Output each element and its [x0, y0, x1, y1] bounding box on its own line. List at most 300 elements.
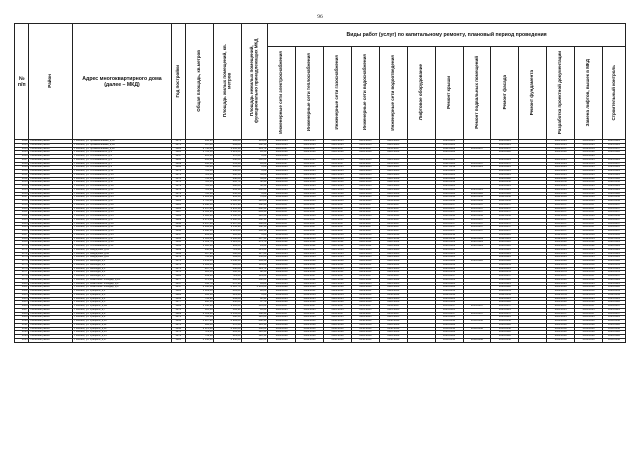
cell-address: г. Рыльск, ул. Л.Оленинского, д.51	[72, 245, 171, 249]
cell-work-period: 2026-2028	[379, 192, 407, 196]
cell-work-period: 2014-2016	[379, 233, 407, 237]
cell-living: 578,30	[214, 323, 242, 327]
cell-work-period: 2026-2028	[268, 151, 296, 155]
header-facade: Ремонт фасада	[491, 47, 519, 140]
cell-nonres: 57,70	[242, 301, 268, 305]
cell-year: 1917	[172, 286, 185, 290]
cell-work-period: 2023-2025	[575, 166, 603, 170]
cell-work-period: 2035-2037	[463, 230, 491, 234]
cell-year: 1976	[172, 335, 185, 339]
cell-nonres: 182,40	[242, 203, 268, 207]
cell-work-period: 2032-2034	[296, 293, 324, 297]
cell-work-period: 2023-2025	[603, 297, 626, 301]
cell-n: 4164	[15, 222, 29, 226]
cell-nonres: 120,10	[242, 335, 268, 339]
cell-work-period: 2023-2025	[296, 185, 324, 189]
cell-work-period: 2026-2028	[296, 177, 324, 181]
cell-year: 1973	[172, 260, 185, 264]
cell-work-period: 2014-2016	[603, 233, 626, 237]
cell-work-period: 2014-2016	[324, 233, 352, 237]
cell-work-period: 2038-2040	[491, 327, 519, 331]
cell-work-period: 2035-2037	[296, 312, 324, 316]
header-district: Район	[29, 24, 72, 140]
cell-nonres: 129,70	[242, 267, 268, 271]
cell-district: Рыльский район	[29, 293, 72, 297]
cell-year: 1964	[172, 241, 185, 245]
cell-district: Рыльский район	[29, 200, 72, 204]
cell-living: 729,60	[214, 275, 242, 279]
cell-work-period: 2041-2043	[575, 196, 603, 200]
cell-address: г. Рыльск, ул. Л.Оленинского, д.13	[72, 173, 171, 177]
cell-work-period: 2026-2028	[296, 335, 324, 339]
cell-work-period: 2035-2037	[491, 218, 519, 222]
cell-nonres: 70,80	[242, 196, 268, 200]
cell-work-period: 2023-2025	[603, 188, 626, 192]
cell-work-period: 2023-2025	[463, 166, 491, 170]
cell-work-period: 2041-2043	[491, 196, 519, 200]
cell-n: 4162	[15, 215, 29, 219]
cell-work-period: 2035-2037	[603, 207, 626, 211]
cell-work-period: 2023-2025	[268, 173, 296, 177]
cell-work-period: 2035-2037	[603, 147, 626, 151]
header-sewer: Инженерные сети водоотведения	[379, 47, 407, 140]
cell-district: Рыльский район	[29, 282, 72, 286]
cell-work-period: 2032-2034	[575, 162, 603, 166]
cell-n: 4195	[15, 338, 29, 342]
cell-work-period: 2024-2025	[379, 140, 407, 144]
cell-work-period: 2023-2025	[351, 282, 379, 286]
cell-work-period: 2026-2028	[324, 177, 352, 181]
cell-work-period: 2020-2022	[296, 278, 324, 282]
cell-work-period: 2035-2037	[324, 211, 352, 215]
cell-work-period: 2035-2037	[603, 211, 626, 215]
cell-work-period: 2012-2014	[435, 237, 463, 241]
header-elevator: Лифтовое оборудование	[407, 47, 435, 140]
cell-work-period: 2038-2040	[435, 320, 463, 324]
cell-work-period: 2026-2028	[603, 177, 626, 181]
cell-address: г. Рыльск, ул. Л.Оленинского, д.1	[72, 151, 171, 155]
cell-work-period: 2035-2037	[575, 275, 603, 279]
header-water: Инженерные сети водоснабжения	[351, 47, 379, 140]
cell-living: 2 300,50	[214, 211, 242, 215]
cell-work-period: 2038-2040	[379, 327, 407, 331]
cell-work-period: 2020-2022	[603, 245, 626, 249]
cell-work-period: 2035-2037	[379, 305, 407, 309]
cell-work-period: 2041-2043	[379, 215, 407, 219]
cell-district: Рыльский район	[29, 207, 72, 211]
cell-nonres: 196,00	[242, 338, 268, 342]
cell-address: г. Рыльск, ул. Урицкого, д.4	[72, 297, 171, 301]
cell-work-period: 2028-2030	[379, 181, 407, 185]
cell-year: 1992	[172, 327, 185, 331]
cell-work-period: 2026-2028	[268, 260, 296, 264]
cell-work-period: 2023-2025	[324, 316, 352, 320]
cell-address: г. Рыльск, ул. Советская Площадь, д.4	[72, 282, 171, 286]
cell-work-period: 2032-2034	[435, 293, 463, 297]
cell-work-period: 2023-2025	[575, 140, 603, 144]
cell-area: 1 513,00	[185, 237, 214, 241]
cell-work-period: 2023-2025	[268, 316, 296, 320]
cell-work-period: 2035-2037	[547, 211, 575, 215]
cell-n: 4194	[15, 335, 29, 339]
cell-work-period: 2020-2022	[603, 278, 626, 282]
cell-work-period: 2029-2031	[296, 290, 324, 294]
cell-work-period: 2026-2028	[324, 331, 352, 335]
cell-work-period: 2023-2025	[547, 143, 575, 147]
cell-address: г. Рыльск, ул. Урицкого, д.9	[72, 316, 171, 320]
cell-year: 1973	[172, 170, 185, 174]
header-work-types-group: Виды работ (услуг) по капитальному ремонту, плановый период проведения	[268, 24, 626, 47]
cell-work-period: 2020-2022	[463, 245, 491, 249]
cell-work-period: 2023-2025	[324, 297, 352, 301]
cell-work-period: 2026-2028	[575, 323, 603, 327]
cell-work-period: 2029-2031	[603, 290, 626, 294]
cell-work-period: 2023-2025	[379, 170, 407, 174]
cell-work-period: 2026-2028	[379, 301, 407, 305]
cell-year: 1986	[172, 305, 185, 309]
cell-work-period: 2026-2028	[603, 331, 626, 335]
cell-work-period: 2035-2037	[435, 207, 463, 211]
cell-work-period: 2028-2030	[491, 181, 519, 185]
cell-address: г. Рыльск, ул. Л.Оленинского, д.3	[72, 155, 171, 159]
cell-work-period: 2023-2025	[379, 267, 407, 271]
cell-work-period: 2012-2014	[463, 237, 491, 241]
cell-work-period: 2025-2027	[268, 147, 296, 151]
cell-work-period: 2023-2025	[268, 248, 296, 252]
cell-nonres: 0,00	[242, 155, 268, 159]
cell-district: Рыльский район	[29, 241, 72, 245]
cell-work-period: 2026-2028	[547, 260, 575, 264]
cell-living: 649,00	[214, 297, 242, 301]
cell-living: 440,00	[214, 158, 242, 162]
cell-work-period: 2023-2025	[575, 267, 603, 271]
cell-n: 4192	[15, 327, 29, 331]
cell-work-period: 2035-2037	[351, 218, 379, 222]
cell-work-period: 2023-2025	[575, 282, 603, 286]
cell-work-period: 2035-2037	[324, 147, 352, 151]
cell-work-period: 2023-2025	[435, 158, 463, 162]
cell-work-period: 2038-2040	[324, 327, 352, 331]
cell-work-period: 2035-2037	[324, 230, 352, 234]
cell-work-period: 2023-2025	[435, 256, 463, 260]
cell-work-period: 2029-2031	[491, 263, 519, 267]
cell-n: 4172	[15, 252, 29, 256]
cell-year: 1980	[172, 275, 185, 279]
cell-work-period: 2026-2027	[268, 162, 296, 166]
cell-living: 663,00	[214, 166, 242, 170]
cell-work-period: 2041-2043	[491, 215, 519, 219]
cell-area: 1 012,30	[185, 196, 214, 200]
cell-nonres: 50,50	[242, 185, 268, 189]
cell-n: 4189	[15, 316, 29, 320]
cell-work-period: 2029-2031	[435, 271, 463, 275]
cell-work-period: 2028-2030	[351, 181, 379, 185]
cell-n: 4175	[15, 263, 29, 267]
cell-address: г. Рыльск, ул. Л.Оленинского, д.45	[72, 233, 171, 237]
cell-work-period: 2026-2028	[575, 301, 603, 305]
cell-year: 1989	[172, 312, 185, 316]
cell-work-period: 2020-2022	[324, 241, 352, 245]
cell-year: 1987	[172, 211, 185, 215]
cell-address: г. Рыльск, ул. Урицкого, д.13	[72, 331, 171, 335]
cell-area: 544,70	[185, 282, 214, 286]
cell-work-period: 2026-2028	[379, 323, 407, 327]
cell-work-period: 2026-2028	[491, 331, 519, 335]
cell-work-period: 2026-2028	[491, 301, 519, 305]
cell-address: г. Рыльск, ул. Промышленная, д.59	[72, 143, 171, 147]
cell-living: 1 955,10	[214, 207, 242, 211]
cell-work-period: 2020-2022	[351, 245, 379, 249]
cell-year: 1971	[172, 316, 185, 320]
cell-district: Рыльский район	[29, 338, 72, 342]
cell-address: г. Рыльск, ул. Л.Оленинского, д.43	[72, 230, 171, 234]
cell-year: 1965	[172, 166, 185, 170]
cell-living: 989,00	[214, 245, 242, 249]
cell-work-period: 2026-2028	[575, 286, 603, 290]
cell-work-period: 2032-2034	[379, 293, 407, 297]
cell-area: 725,40	[185, 173, 214, 177]
cell-nonres: 191,70	[242, 147, 268, 151]
cell-nonres: 39,00	[242, 177, 268, 181]
cell-living: 1 845,10	[214, 147, 242, 151]
cell-nonres: 182,10	[242, 218, 268, 222]
cell-work-period: 2023-2025	[268, 252, 296, 256]
cell-work-period: 2023-2025	[379, 316, 407, 320]
cell-n: 4185	[15, 301, 29, 305]
cell-work-period: 2020-2022	[379, 278, 407, 282]
cell-work-period: 2029-2031	[491, 271, 519, 275]
cell-nonres: 119,20	[242, 263, 268, 267]
cell-year: 1985	[172, 338, 185, 342]
cell-work-period: 2023-2025	[268, 267, 296, 271]
cell-work-period: 2041-2043	[268, 200, 296, 204]
cell-work-period: 2026-2028	[379, 335, 407, 339]
cell-nonres: 120,30	[242, 215, 268, 219]
cell-work-period: 2023-2025	[324, 170, 352, 174]
cell-work-period: 2014-2016	[547, 233, 575, 237]
cell-area: 335,10	[185, 293, 214, 297]
cell-n: 4191	[15, 323, 29, 327]
cell-address: г. Рыльск, ул. Урицкого, д.11	[72, 323, 171, 327]
cell-nonres: 204,40	[242, 211, 268, 215]
cell-nonres: 54,00	[242, 173, 268, 177]
cell-work-period: 2023-2025	[435, 173, 463, 177]
cell-work-period: 2023-2025	[575, 158, 603, 162]
cell-work-period: 2026-2028	[351, 286, 379, 290]
cell-n: 4190	[15, 320, 29, 324]
cell-work-period: 2026-2028	[324, 323, 352, 327]
header-basement: Ремонт подвальных помещений	[463, 47, 491, 140]
cell-work-period: 2041-2043	[296, 196, 324, 200]
cell-work-period: 2038-2040	[547, 320, 575, 324]
cell-address: г. Рыльск, ул. Л.Оленинского, д.31	[72, 207, 171, 211]
cell-work-period: 2035-2037	[435, 211, 463, 215]
cell-nonres: 119,80	[242, 140, 268, 144]
cell-year: 1970	[172, 181, 185, 185]
cell-n: 4151	[15, 173, 29, 177]
cell-work-period: 2026-2028	[603, 323, 626, 327]
cell-work-period: 2020-2022	[296, 241, 324, 245]
cell-work-period: 2026-2028	[491, 192, 519, 196]
cell-year: 1971	[172, 143, 185, 147]
cell-area: 2 498,10	[185, 230, 214, 234]
cell-work-period: 2026-2028	[268, 177, 296, 181]
cell-work-period: 2041-2043	[463, 196, 491, 200]
cell-year: 1973	[172, 323, 185, 327]
cell-work-period: 2026-2028	[351, 151, 379, 155]
cell-district: Рыльский район	[29, 248, 72, 252]
cell-year: 1978	[172, 177, 185, 181]
cell-area: 741,90	[185, 297, 214, 301]
cell-work-period: 2023-2025	[324, 256, 352, 260]
cell-work-period: 2023-2025	[351, 256, 379, 260]
cell-district: Рыльский район	[29, 323, 72, 327]
cell-year: 1979	[172, 196, 185, 200]
cell-work-period: 2023-2025	[379, 143, 407, 147]
cell-area: 708,80	[185, 166, 214, 170]
cell-work-period: 2023-2025	[435, 170, 463, 174]
cell-work-period: 2023-2025	[296, 188, 324, 192]
cell-year: 1991	[172, 320, 185, 324]
cell-living: 465,20	[214, 278, 242, 282]
cell-n: 4181	[15, 286, 29, 290]
cell-work-period: 2035-2037	[575, 207, 603, 211]
cell-district: Рыльский район	[29, 215, 72, 219]
cell-work-period: 2035-2037	[351, 211, 379, 215]
cell-living: 263,00	[214, 140, 242, 144]
header-number: № п/п	[15, 24, 29, 140]
cell-area: 573,40	[185, 278, 214, 282]
cell-work-period: 2035-2037	[379, 211, 407, 215]
cell-n: 4176	[15, 267, 29, 271]
cell-nonres: 1 961,20	[242, 286, 268, 290]
cell-district: Рыльский район	[29, 263, 72, 267]
cell-work-period: 2032-2034	[324, 293, 352, 297]
cell-work-period: 2023-2025	[603, 185, 626, 189]
cell-area: 840,40	[185, 248, 214, 252]
cell-n: 4154	[15, 185, 29, 189]
cell-living: 652,00	[214, 170, 242, 174]
cell-work-period: 2023-2025	[491, 256, 519, 260]
cell-n: 4183	[15, 293, 29, 297]
cell-work-period: 2035-2037	[547, 207, 575, 211]
cell-n: 4188	[15, 312, 29, 316]
cell-work-period: 2026-2028	[603, 192, 626, 196]
cell-work-period: 2014-2016	[491, 233, 519, 237]
cell-work-period: 2035-2037	[491, 203, 519, 207]
cell-work-period: 2023-2025	[379, 248, 407, 252]
cell-nonres: 186,00	[242, 327, 268, 331]
cell-nonres: 91,60	[242, 245, 268, 249]
header-nonresidential-area: Площадь нежилых помещений, функционально принадлежащих МКД	[242, 24, 268, 140]
cell-district: Рыльский район	[29, 260, 72, 264]
cell-district: Рыльский район	[29, 308, 72, 312]
cell-nonres: 85,60	[242, 308, 268, 312]
cell-work-period: 2035-2037	[463, 305, 491, 309]
cell-work-period: 2041-2043	[351, 215, 379, 219]
cell-work-period: 2012-2014	[491, 237, 519, 241]
cell-area: 844,90	[185, 140, 214, 144]
cell-district: Рыльский район	[29, 331, 72, 335]
cell-district: Рыльский район	[29, 316, 72, 320]
cell-year: 1971	[172, 173, 185, 177]
cell-n: 4193	[15, 331, 29, 335]
cell-work-period: 2020-2022	[547, 245, 575, 249]
cell-district: Рыльский район	[29, 245, 72, 249]
cell-work-period: 2023-2025	[547, 166, 575, 170]
cell-living: 719,40	[214, 248, 242, 252]
cell-work-period: 2023-2025	[296, 252, 324, 256]
cell-work-period: 2026-2028	[324, 301, 352, 305]
cell-work-period: 2035-2037	[351, 162, 379, 166]
cell-work-period: 2026-2028	[351, 260, 379, 264]
cell-work-period: 2023-2025	[379, 166, 407, 170]
cell-year: 1988	[172, 215, 185, 219]
cell-work-period: 2023-2025	[351, 166, 379, 170]
cell-work-period: 2041-2043	[575, 215, 603, 219]
cell-year: 1974	[172, 331, 185, 335]
cell-work-period: 2029-2031	[435, 290, 463, 294]
cell-work-period: 2023-2025	[268, 282, 296, 286]
cell-work-period: 2014-2016	[575, 233, 603, 237]
cell-work-period: 2026-2026	[268, 155, 296, 159]
cell-area: 685,50	[185, 308, 214, 312]
cell-area: 849,20	[185, 275, 214, 279]
cell-work-period: 2026-2028	[379, 151, 407, 155]
cell-address: г. Рыльск, ул. Л.Оленинского, д.17	[72, 181, 171, 185]
cell-work-period: 2038-2040	[463, 338, 491, 342]
cell-work-period: 2035-2037	[296, 207, 324, 211]
cell-district: Рыльский район	[29, 147, 72, 151]
cell-work-period: 2023-2025	[547, 252, 575, 256]
cell-living: 2 316,70	[214, 286, 242, 290]
cell-work-period: 2041-2043	[268, 196, 296, 200]
cell-work-period: 2026-2028	[547, 192, 575, 196]
cell-work-period: 2023-2025	[603, 158, 626, 162]
cell-work-period: 2035-2037	[324, 162, 352, 166]
cell-work-period: 2029-2031	[268, 271, 296, 275]
cell-work-period: 2026-2028	[351, 192, 379, 196]
cell-work-period: 2026-2028	[435, 301, 463, 305]
cell-work-period: 2026-2028	[463, 192, 491, 196]
cell-work-period: 2035-2037	[351, 305, 379, 309]
cell-n: 4177	[15, 271, 29, 275]
cell-work-period: 2032-2034	[603, 293, 626, 297]
cell-work-period: 2035-2037	[547, 222, 575, 226]
cell-work-period: 2028-2030	[547, 181, 575, 185]
cell-work-period: 2023-2025	[575, 173, 603, 177]
cell-address: г. Рыльск, ул. Л.Оленинского, д.49	[72, 241, 171, 245]
header-electric: Инженерные сети электроснабжения	[268, 47, 296, 140]
cell-district: Рыльский район	[29, 230, 72, 234]
cell-district: Рыльский район	[29, 155, 72, 159]
cell-work-period: 2023-2025	[351, 252, 379, 256]
cell-work-period: 2035-2037	[351, 312, 379, 316]
cell-work-period: 2023-2025	[268, 166, 296, 170]
cell-area: 1 009,00	[185, 290, 214, 294]
cell-work-period: 2029-2031	[547, 263, 575, 267]
cell-area: 704,40	[185, 170, 214, 174]
cell-work-period: 2023-2025	[547, 282, 575, 286]
cell-work-period: 2029-2031	[324, 263, 352, 267]
cell-work-period: 2035-2037	[324, 207, 352, 211]
cell-work-period: 2032-2034	[268, 293, 296, 297]
cell-district: Рыльский район	[29, 181, 72, 185]
cell-year: 1970	[172, 256, 185, 260]
cell-work-period: 2035-2037	[268, 211, 296, 215]
cell-area: 1 540,20	[185, 305, 214, 309]
cell-work-period: 2023-2025	[603, 267, 626, 271]
